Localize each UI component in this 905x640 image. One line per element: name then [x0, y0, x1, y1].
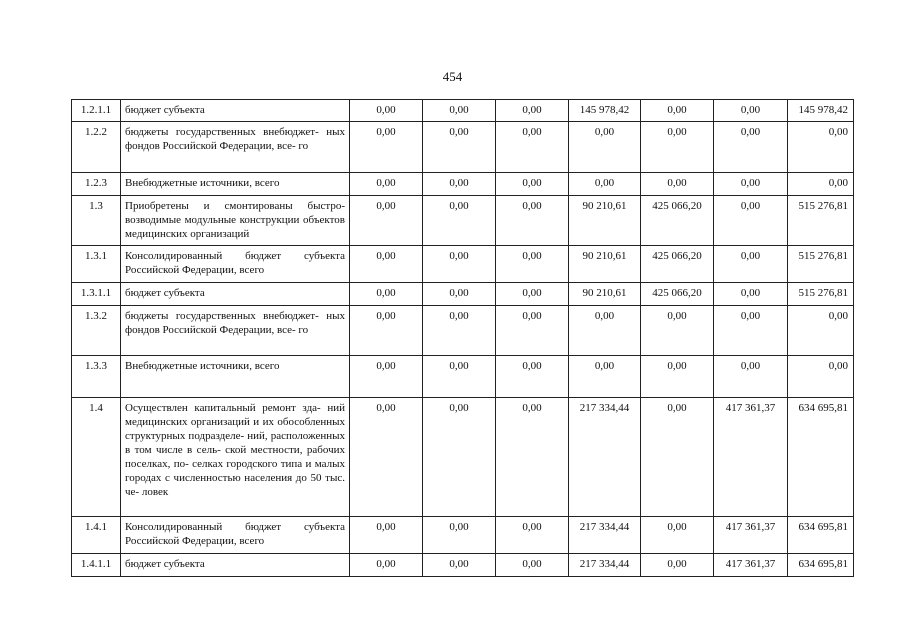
value-cell: 515 276,81 — [788, 196, 854, 246]
table-row — [72, 398, 854, 517]
value-cell: 0,00 — [496, 100, 569, 122]
row-code: 1.3.1.1 — [72, 283, 121, 306]
value-cell: 90 210,61 — [569, 196, 641, 246]
value-cell: 0,00 — [788, 356, 854, 398]
value-cell: 0,00 — [496, 283, 569, 306]
value-cell: 0,00 — [423, 283, 496, 306]
value-cell: 0,00 — [496, 398, 569, 517]
value-cell: 0,00 — [714, 122, 788, 173]
value-cell: 217 334,44 — [569, 517, 641, 554]
value-cell: 515 276,81 — [788, 283, 854, 306]
value-cell: 634 695,81 — [788, 554, 854, 577]
table-row — [72, 554, 854, 577]
value-cell: 0,00 — [641, 306, 714, 356]
budget-table — [71, 99, 854, 577]
value-cell: 0,00 — [496, 356, 569, 398]
table-row — [72, 517, 854, 554]
row-name: Осуществлен капитальный ремонт зда- ний медицинских организаций и их обособленных структурных подразделе- ний, расположенных в том числе в сель- ской местности, рабочих поселках, по- селках городского типа и малых городах с численностью населения до 50 тыс. че- ловек — [121, 398, 350, 517]
row-name: Консолидированный бюджет субъекта Российской Федерации, всего — [121, 246, 350, 283]
value-cell: 0,00 — [714, 100, 788, 122]
row-name: бюджет субъекта — [121, 554, 350, 577]
value-cell: 0,00 — [641, 173, 714, 196]
value-cell: 0,00 — [714, 196, 788, 246]
value-cell: 0,00 — [350, 283, 423, 306]
value-cell: 0,00 — [569, 122, 641, 173]
value-cell: 0,00 — [350, 306, 423, 356]
value-cell: 0,00 — [788, 306, 854, 356]
value-cell: 0,00 — [423, 356, 496, 398]
value-cell: 0,00 — [496, 554, 569, 577]
value-cell: 0,00 — [423, 173, 496, 196]
table-row — [72, 246, 854, 283]
value-cell: 425 066,20 — [641, 283, 714, 306]
row-name: Приобретены и смонтированы быстро- возводимые модульные конструкции объектов медицинских организаций — [121, 196, 350, 246]
value-cell: 0,00 — [496, 196, 569, 246]
value-cell: 515 276,81 — [788, 246, 854, 283]
table-row — [72, 196, 854, 246]
row-code: 1.4 — [72, 398, 121, 517]
table-row — [72, 283, 854, 306]
row-name: Внебюджетные источники, всего — [121, 173, 350, 196]
row-name: бюджеты государственных внебюджет- ных фондов Российской Федерации, все- го — [121, 122, 350, 173]
value-cell: 0,00 — [350, 122, 423, 173]
value-cell: 0,00 — [496, 517, 569, 554]
row-code: 1.3.1 — [72, 246, 121, 283]
table-row — [72, 100, 854, 122]
value-cell: 0,00 — [714, 173, 788, 196]
row-code: 1.2.1.1 — [72, 100, 121, 122]
table-row — [72, 356, 854, 398]
value-cell: 0,00 — [714, 246, 788, 283]
row-code: 1.4.1 — [72, 517, 121, 554]
value-cell: 0,00 — [641, 122, 714, 173]
value-cell: 0,00 — [350, 517, 423, 554]
table-row — [72, 173, 854, 196]
row-name: Консолидированный бюджет субъекта Российской Федерации, всего — [121, 517, 350, 554]
row-code: 1.3.2 — [72, 306, 121, 356]
value-cell: 417 361,37 — [714, 398, 788, 517]
value-cell: 145 978,42 — [788, 100, 854, 122]
value-cell: 145 978,42 — [569, 100, 641, 122]
value-cell: 0,00 — [350, 356, 423, 398]
row-code: 1.4.1.1 — [72, 554, 121, 577]
value-cell: 0,00 — [423, 246, 496, 283]
value-cell: 0,00 — [641, 517, 714, 554]
value-cell: 0,00 — [350, 173, 423, 196]
value-cell: 0,00 — [350, 398, 423, 517]
value-cell: 0,00 — [641, 356, 714, 398]
value-cell: 0,00 — [714, 306, 788, 356]
value-cell: 634 695,81 — [788, 517, 854, 554]
value-cell: 0,00 — [423, 122, 496, 173]
value-cell: 0,00 — [714, 356, 788, 398]
value-cell: 0,00 — [350, 196, 423, 246]
value-cell: 0,00 — [423, 554, 496, 577]
value-cell: 0,00 — [350, 246, 423, 283]
value-cell: 0,00 — [496, 306, 569, 356]
value-cell: 0,00 — [423, 517, 496, 554]
value-cell: 90 210,61 — [569, 246, 641, 283]
table-row — [72, 306, 854, 356]
value-cell: 217 334,44 — [569, 398, 641, 517]
value-cell: 0,00 — [788, 122, 854, 173]
row-code: 1.2.2 — [72, 122, 121, 173]
value-cell: 217 334,44 — [569, 554, 641, 577]
value-cell: 0,00 — [496, 122, 569, 173]
value-cell: 0,00 — [350, 100, 423, 122]
value-cell: 0,00 — [496, 173, 569, 196]
table-row — [72, 122, 854, 173]
row-name: бюджет субъекта — [121, 283, 350, 306]
row-name: Внебюджетные источники, всего — [121, 356, 350, 398]
value-cell: 0,00 — [714, 283, 788, 306]
value-cell: 0,00 — [569, 356, 641, 398]
row-code: 1.3 — [72, 196, 121, 246]
value-cell: 417 361,37 — [714, 554, 788, 577]
value-cell: 0,00 — [569, 173, 641, 196]
value-cell: 0,00 — [641, 554, 714, 577]
value-cell: 0,00 — [641, 398, 714, 517]
value-cell: 0,00 — [641, 100, 714, 122]
row-code: 1.2.3 — [72, 173, 121, 196]
value-cell: 0,00 — [569, 306, 641, 356]
value-cell: 425 066,20 — [641, 246, 714, 283]
row-name: бюджет субъекта — [121, 100, 350, 122]
value-cell: 0,00 — [423, 398, 496, 517]
value-cell: 0,00 — [788, 173, 854, 196]
row-name: бюджеты государственных внебюджет- ных фондов Российской Федерации, все- го — [121, 306, 350, 356]
value-cell: 417 361,37 — [714, 517, 788, 554]
value-cell: 425 066,20 — [641, 196, 714, 246]
value-cell: 634 695,81 — [788, 398, 854, 517]
value-cell: 0,00 — [423, 100, 496, 122]
value-cell: 90 210,61 — [569, 283, 641, 306]
value-cell: 0,00 — [423, 196, 496, 246]
value-cell: 0,00 — [496, 246, 569, 283]
value-cell: 0,00 — [423, 306, 496, 356]
value-cell: 0,00 — [350, 554, 423, 577]
row-code: 1.3.3 — [72, 356, 121, 398]
page-number: 454 — [442, 69, 463, 84]
